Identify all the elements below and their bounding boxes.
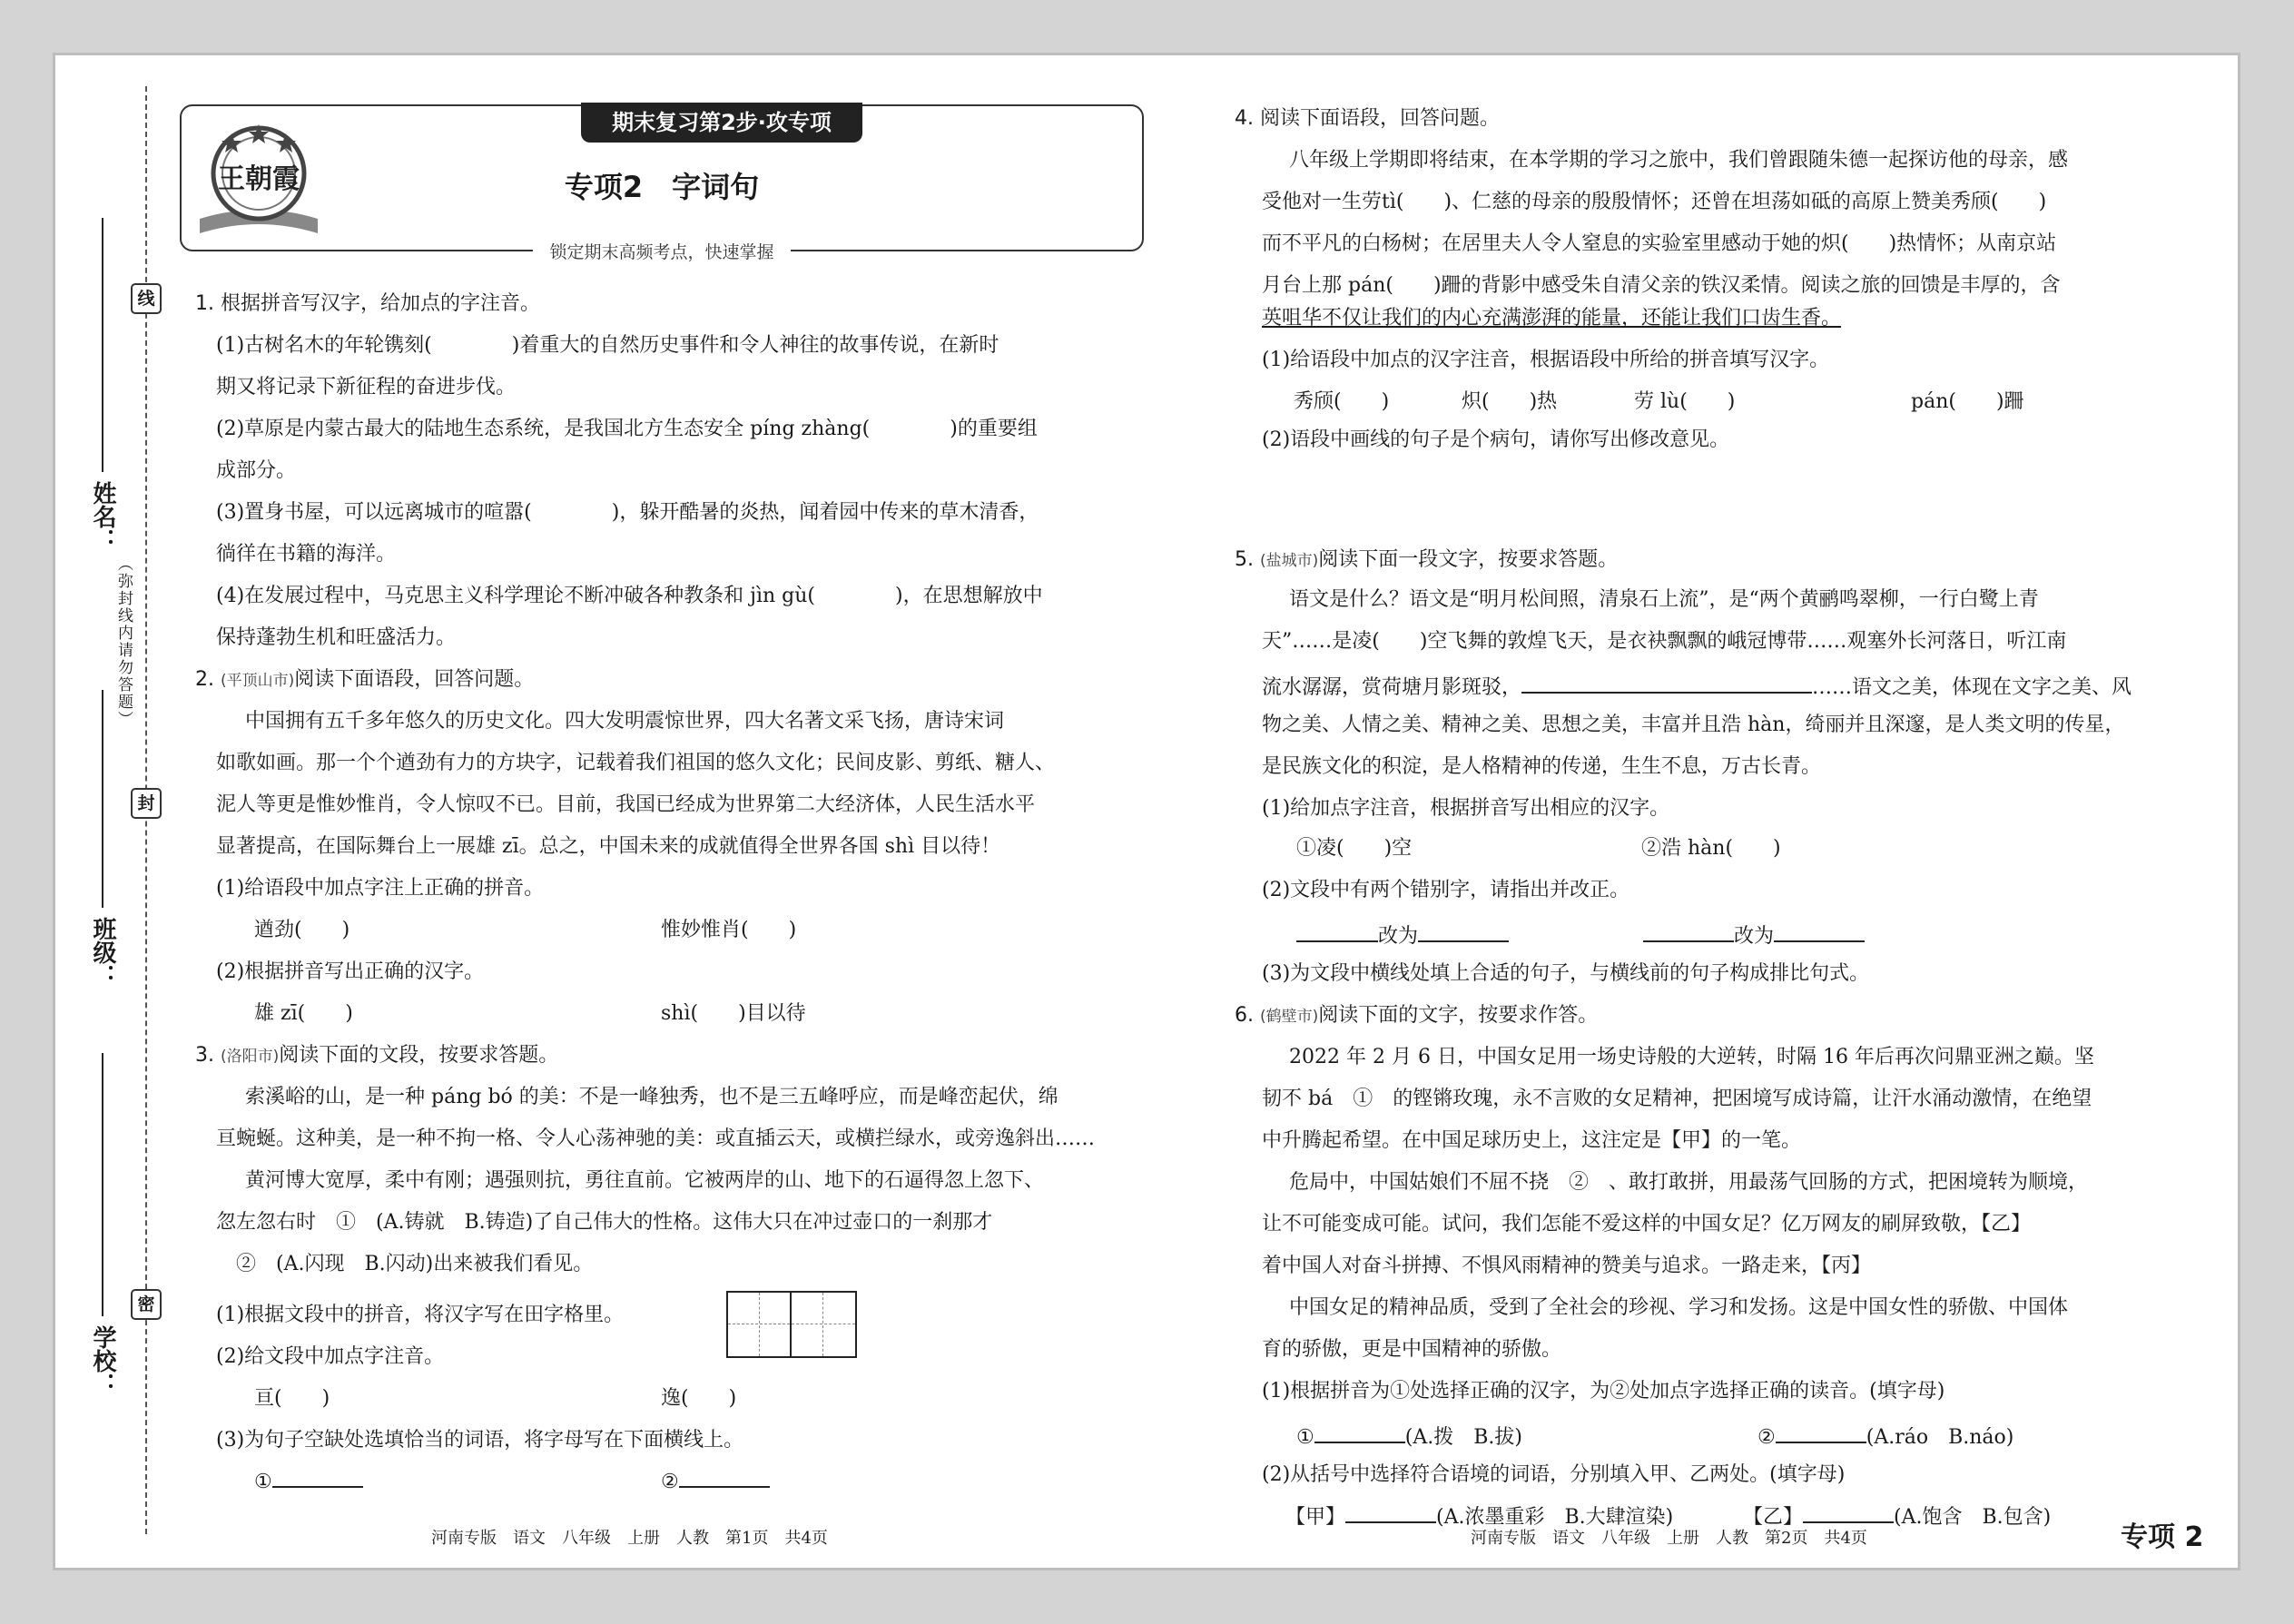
q1-stem: 1. 根据拼音写汉字，给加点的字注音。 <box>195 292 540 315</box>
q4-para-3: 而不平凡的白杨树；在居里夫人令人窒息的实验室里感动于她的炽( )热情怀；从南京站 <box>1262 232 2057 255</box>
q6-para-3: 中升腾起希望。在中国足球历史上，这注定是【甲】的一笔。 <box>1262 1129 1802 1152</box>
q1-line-6: 徜徉在书籍的海洋。 <box>216 543 397 566</box>
q5-answer-ling: ①凌( )空 <box>1296 837 1413 860</box>
q1-line-8: 保持蓬勃生机和旺盛活力。 <box>216 626 457 649</box>
q4-sub-1: (1)给语段中加点的汉字注音，根据语段中所给的拼音填写汉字。 <box>1262 349 1830 371</box>
q1-line-2: 期又将记录下新征程的奋进步伐。 <box>216 376 517 399</box>
q5-para-3: 流水潺潺，赏荷塘月影斑驳， ……语文之美，体现在文字之美、风 <box>1262 670 2132 702</box>
class-label: 班级： <box>89 917 116 988</box>
q1-line-3: (2)草原是内蒙古最大的陆地生态系统，是我国北方生态安全 píng zhàng( )的重要组 <box>216 418 1038 440</box>
q5-source: (盐城市) <box>1259 552 1319 570</box>
binding-tag-line: 线 <box>131 283 162 314</box>
right-footer: 河南专版 语文 八年级 上册 人教 第2页 共4页 <box>1471 1529 1867 1548</box>
q5-correction-1[interactable]: 改为 <box>1296 919 1509 950</box>
review-step-tab: 期末复习第2步·攻专项 <box>581 103 862 143</box>
q6-choice-jia[interactable]: 【甲】 (A.浓墨重彩 B.大肆渲染) <box>1285 1500 1673 1531</box>
section-header <box>180 104 1144 262</box>
q5-fill-blank[interactable] <box>1521 670 1812 694</box>
page-title: 专项2 字词句 <box>564 170 760 204</box>
q4-para-2: 受他对一生劳tì( )、仁慈的母亲的殷殷情怀；还曾在坦荡如砥的高原上赞美秀颀( ) <box>1262 191 2047 213</box>
q4-stem: 4. 阅读下面语段，回答问题。 <box>1235 107 1500 130</box>
q3-para-2: 亘蜿蜒。这种美，是一种不拘一格、令人心荡神驰的美：或直插云天，或横拦绿水，或旁逸斜出…… <box>216 1127 1096 1150</box>
q2-stem: 2. (平顶山市)阅读下面语段，回答问题。 <box>195 668 535 691</box>
q5-stem: 5. (盐城市)阅读下面一段文字，按要求答题。 <box>1235 548 1619 571</box>
q2-answer-qiujin: 遒劲( ) <box>254 919 350 941</box>
q5-correction-2[interactable]: 改为 <box>1643 919 1865 950</box>
tianzige-cell[interactable] <box>728 1293 792 1356</box>
q3-blank-2[interactable]: ② <box>661 1469 770 1496</box>
q5-sub-2: (2)文段中有两个错别字，请指出并改正。 <box>1262 879 1630 901</box>
q2-answer-weimiao: 惟妙惟肖( ) <box>661 919 797 941</box>
q4-para-1: 八年级上学期即将结束，在本学期的学习之旅中，我们曾跟随朱德一起探访他的母亲，感 <box>1289 149 2069 172</box>
q3-sub-1: (1)根据文段中的拼音，将汉字写在田字格里。 <box>216 1304 625 1326</box>
q6-sub-2: (2)从括号中选择符合语境的词语，分别填入甲、乙两处。(填字母) <box>1262 1463 1846 1486</box>
q4-answer-chire: 炽( )热 <box>1462 390 1558 413</box>
q6-para-6: 着中国人对奋斗拼搏、不惧风雨精神的赞美与追求。一路走来，【丙】 <box>1262 1255 1872 1277</box>
q2-para-4: 显著提高，在国际舞台上一展雄 zī。总之，中国未来的成就值得全世界各国 shì 目以待！ <box>216 835 1001 858</box>
q2-sub-2: (2)根据拼音写出正确的汉字。 <box>216 960 485 983</box>
q6-choice-yi[interactable]: 【乙】 (A.饱含 B.包含) <box>1743 1500 2051 1531</box>
q3-blank-1[interactable]: ① <box>254 1469 363 1496</box>
school-label: 学校： <box>89 1325 116 1396</box>
q3-source: (洛阳市) <box>220 1048 280 1066</box>
q5-sub-1: (1)给加点字注音，根据拼音写出相应的汉字。 <box>1262 797 1670 820</box>
q2-answer-shimu: shì( )目以待 <box>661 1002 806 1025</box>
q6-para-8: 育的骄傲，更是中国精神的骄傲。 <box>1262 1338 1562 1361</box>
q2-source: (平顶山市) <box>220 672 295 690</box>
school-write-line <box>102 1053 103 1316</box>
page-subtitle: 锁定期末高频考点，快速掌握 <box>182 239 1142 263</box>
q6-para-4: 危局中，中国姑娘们不屈不挠 ② 、敢打敢拼，用最荡气回肠的方式，把困境转为顺境， <box>1289 1171 2089 1194</box>
q1-line-1: (1)古树名木的年轮镌刻( )着重大的自然历史事件和令人神往的故事传说，在新时 <box>216 334 999 357</box>
q4-sub-2: (2)语段中画线的句子是个病句，请你写出修改意见。 <box>1262 428 1730 451</box>
q3-para-1: 索溪峪的山，是一种 páng bó 的美：不是一峰独秀，也不是三五峰呼应，而是峰峦起伏，绵 <box>245 1086 1058 1108</box>
logo-text: 王朝霞 <box>218 163 300 195</box>
q3-sub-3: (3)为句子空缺处选填恰当的词语，将字母写在下面横线上。 <box>216 1429 744 1452</box>
q5-para-1: 语文是什么？语文是“明月松间照，清泉石上流”，是“两个黄鹂鸣翠柳，一行白鹭上青 <box>1289 588 2039 611</box>
q5-para-5: 是民族文化的积淀，是人格精神的传递，生生不息，万古长青。 <box>1262 755 1822 778</box>
q5-sub-3: (3)为文段中横线处填上合适的句子，与横线前的句子构成排比句式。 <box>1262 962 1870 985</box>
q6-sub-1: (1)根据拼音为①处选择正确的汉字，为②处加点字选择正确的读音。(填字母) <box>1262 1380 1945 1403</box>
binding-warning: （弥封线内请勿答题） <box>114 556 133 728</box>
q2-answer-xiongzi: 雄 zī( ) <box>254 1002 353 1025</box>
q6-choice-1[interactable]: ① (A.拨 B.拔) <box>1296 1420 1522 1452</box>
q3-para-4: 忽左忽右时 ① (A.铸就 B.铸造)了自己伟大的性格。这伟大只在冲过壶口的一刹那才 <box>216 1211 993 1234</box>
q6-para-1: 2022 年 2 月 6 日，中国女足用一场史诗般的大逆转，时隔 16 年后再次问鼎亚洲之巅。坚 <box>1289 1046 2094 1068</box>
q4-para-4: 月台上那 pán( )跚的背影中感受朱自清父亲的铁汉柔情。阅读之旅的回馈是丰厚的，含 <box>1262 274 2061 297</box>
q6-stem: 6. (鹤壁市)阅读下面的文字，按要求作答。 <box>1235 1004 1599 1027</box>
q2-para-2: 如歌如画。那一个个遒劲有力的方块字，记载着我们祖国的悠久文化；民间皮影、剪纸、糖人、 <box>216 752 1056 774</box>
q4-answer-xiuqi: 秀颀( ) <box>1294 390 1390 413</box>
tianzige-grid[interactable] <box>726 1291 857 1358</box>
q3-answer-gen: 亘( ) <box>254 1387 330 1410</box>
q4-answer-panshan: pán( )跚 <box>1911 390 2024 413</box>
q1-line-7: (4)在发展过程中，马克思主义科学理论不断冲破各种教条和 jìn gù( )，在思想解放中 <box>216 585 1043 607</box>
q3-sub-2: (2)给文段中加点字注音。 <box>216 1345 445 1368</box>
binding-tag-seal: 封 <box>131 788 162 819</box>
q3-stem: 3. (洛阳市)阅读下面的文段，按要求答题。 <box>195 1044 559 1067</box>
q6-para-5: 让不可能变成可能。试问，我们怎能不爱这样的中国女足？亿万网友的刷屏致敬，【乙】 <box>1262 1213 2032 1235</box>
binding-tag-secret: 密 <box>131 1289 162 1320</box>
q2-para-3: 泥人等更是惟妙惟肖，令人惊叹不已。目前，我国已经成为世界第二大经济体，人民生活水平 <box>216 793 1036 816</box>
tianzige-cell[interactable] <box>792 1293 855 1356</box>
q6-source: (鹤壁市) <box>1259 1008 1319 1026</box>
name-label: 姓名： <box>89 481 116 552</box>
name-write-line <box>102 218 103 472</box>
q5-para-2: 天”……是凌( )空飞舞的敦煌飞天，是衣袂飘飘的峨冠博带……观塞外长河落日，听江南 <box>1262 630 2067 653</box>
q6-para-7: 中国女足的精神品质，受到了全社会的珍视、学习和发扬。这是中国女性的骄傲、中国体 <box>1289 1296 2069 1319</box>
q3-answer-yi: 逸( ) <box>661 1387 737 1410</box>
q3-para-3: 黄河博大宽厚，柔中有刚；遇强则抗，勇往直前。它被两岸的山、地下的石逼得忽上忽下、 <box>245 1169 1045 1192</box>
q3-para-5: ② (A.闪现 B.闪动)出来被我们看见。 <box>216 1253 594 1275</box>
q4-para-5: 英咀华不仅让我们的内心充满澎湃的能量，还能让我们口齿生香。 <box>1262 307 1842 330</box>
q2-para-1: 中国拥有五千多年悠久的历史文化。四大发明震惊世界，四大名著文采飞扬，唐诗宋词 <box>245 710 1005 733</box>
q1-line-5: (3)置身书屋，可以远离城市的喧嚣( )，躲开酷暑的炎热，闻着园中传来的草木清香， <box>216 501 1039 524</box>
q5-para-4: 物之美、人情之美、精神之美、思想之美，丰富并且浩 hàn，绮丽并且深邃，是人类文明的传星， <box>1262 714 2125 736</box>
left-footer: 河南专版 语文 八年级 上册 人教 第1页 共4页 <box>431 1529 828 1548</box>
section-corner-label: 专项 2 <box>2121 1521 2204 1553</box>
q1-line-4: 成部分。 <box>216 459 297 482</box>
q6-para-2: 韧不 bá ① 的铿锵玫瑰，永不言败的女足精神，把困境写成诗篇，让汗水涌动激情，在绝望 <box>1262 1088 2092 1110</box>
class-write-line <box>102 690 103 908</box>
q6-choice-2[interactable]: ② (A.ráo B.náo) <box>1757 1420 2013 1452</box>
q4-answer-laolu: 劳 lù( ) <box>1634 390 1736 413</box>
q2-sub-1: (1)给语段中加点字注上正确的拼音。 <box>216 877 545 900</box>
q5-answer-haohan: ②浩 hàn( ) <box>1641 837 1781 860</box>
